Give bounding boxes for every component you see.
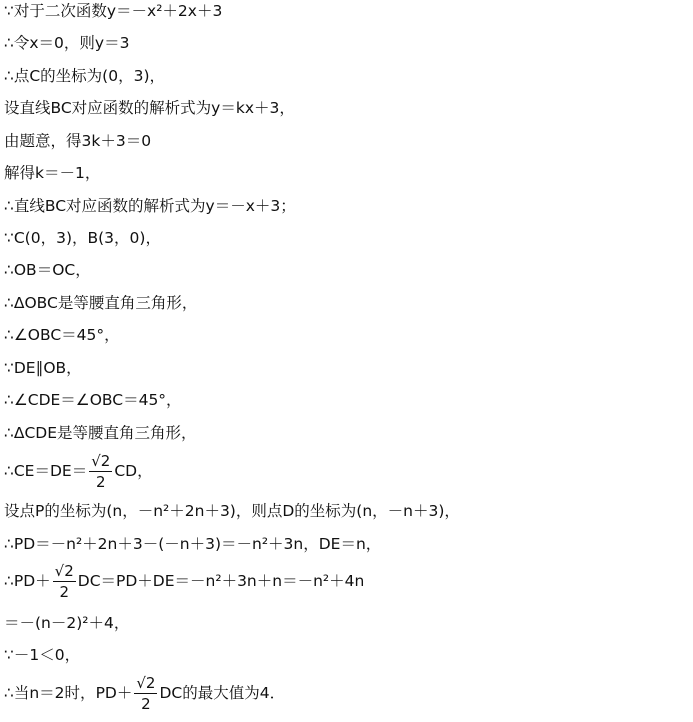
- line-6: 解得k＝－1，: [4, 164, 101, 182]
- line-19: ＝－(n－2)²＋4，: [4, 614, 130, 632]
- line-18-suffix: DC＝PD＋DE＝－n²＋3n＋n＝－n²＋4n: [77, 572, 365, 590]
- line-16: 设点P的坐标为(n，－n²＋2n＋3)，则点D的坐标为(n，－n＋3)，: [4, 502, 460, 520]
- sqrt2-over-2-fraction: [53, 561, 76, 602]
- line-15-suffix: CD，: [114, 462, 153, 480]
- line-18-prefix: ∴PD＋: [4, 572, 51, 590]
- line-21-tail: 的最大值为4．: [182, 684, 286, 702]
- line-3: ∴点C的坐标为(0，3)，: [4, 67, 166, 85]
- line-17: ∴PD＝－n²＋2n＋3－(－n＋3)＝－n²＋3n，DE＝n，: [4, 535, 382, 553]
- line-12: ∵DE∥OB，: [4, 359, 82, 377]
- fraction-numerator: √2: [136, 674, 156, 692]
- line-1: ∵对于二次函数y＝－x²＋2x＋3: [4, 2, 223, 20]
- fraction-numerator: √2: [54, 562, 74, 580]
- line-21-mid-prefix: PD＋: [95, 684, 133, 702]
- sqrt2-over-2-fraction: [134, 673, 157, 714]
- line-10: ∴ΔOBC是等腰直角三角形，: [4, 294, 198, 312]
- line-8: ∵C(0，3)，B(3，0)，: [4, 229, 161, 247]
- line-7: ∴直线BC对应函数的解析式为y＝－x＋3；: [4, 197, 296, 215]
- line-21-mid-suffix: DC: [159, 684, 183, 702]
- line-18: [4, 556, 364, 606]
- fraction-denominator: 2: [141, 695, 151, 713]
- line-15-prefix: ∴CE＝DE＝: [4, 462, 88, 480]
- line-15: [4, 446, 153, 496]
- fraction-denominator: 2: [59, 583, 69, 601]
- fraction-denominator: 2: [96, 473, 106, 491]
- line-13: ∴∠CDE＝∠OBC＝45°，: [4, 391, 182, 409]
- fraction-numerator: √2: [91, 452, 111, 470]
- line-21-prefix: ∴当n＝2时，: [4, 684, 96, 702]
- line-14: ∴ΔCDE是等腰直角三角形，: [4, 424, 197, 442]
- sqrt2-over-2-fraction: [89, 451, 112, 492]
- line-4: 设直线BC对应函数的解析式为y＝kx＋3，: [4, 99, 295, 117]
- line-2: ∴令x＝0，则y＝3: [4, 34, 130, 52]
- line-20: ∵－1＜0，: [4, 646, 81, 664]
- line-21: [4, 668, 285, 718]
- line-9: ∴OB＝OC，: [4, 261, 91, 279]
- line-11: ∴∠OBC＝45°，: [4, 326, 120, 344]
- line-5: 由题意，得3k＋3＝0: [4, 132, 152, 150]
